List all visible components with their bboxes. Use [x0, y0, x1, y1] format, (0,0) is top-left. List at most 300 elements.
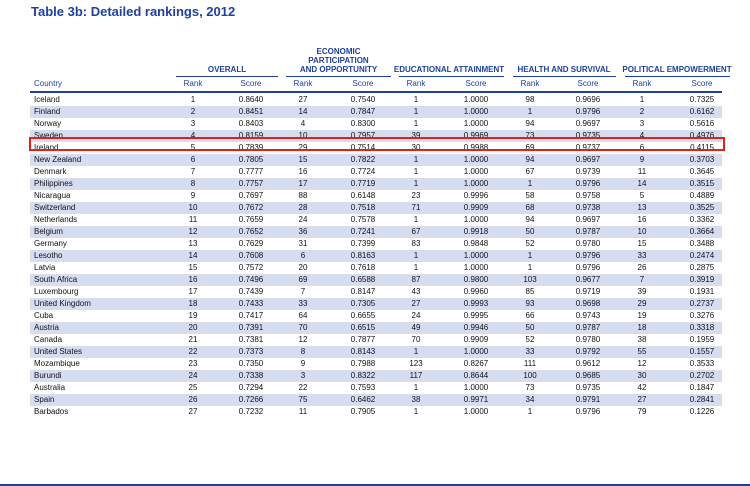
- cell-political-rank: 10: [637, 227, 647, 236]
- group-overall-rule: [176, 76, 278, 77]
- cell-political-score: 0.2841: [689, 395, 715, 404]
- header-overall-rank: Rank: [183, 79, 203, 88]
- cell-economic-score: 0.7305: [350, 299, 376, 308]
- cell-country: Latvia: [34, 263, 56, 272]
- cell-education-rank: 71: [411, 203, 421, 212]
- cell-overall-rank: 23: [188, 359, 198, 368]
- cell-health-rank: 111: [523, 359, 537, 368]
- table-title: Table 3b: Detailed rankings, 2012: [31, 4, 236, 19]
- cell-education-rank: 117: [409, 371, 423, 380]
- cell-education-rank: 43: [411, 287, 421, 296]
- cell-economic-score: 0.6462: [350, 395, 376, 404]
- cell-health-score: 0.9780: [575, 239, 601, 248]
- header-health-rank: Rank: [520, 79, 540, 88]
- cell-education-score: 0.9960: [463, 287, 489, 296]
- cell-political-score: 0.3515: [689, 179, 715, 188]
- cell-political-rank: 3: [639, 119, 645, 128]
- table-row: [30, 118, 722, 130]
- cell-political-score: 0.3276: [689, 311, 715, 320]
- cell-health-score: 0.9780: [575, 335, 601, 344]
- cell-education-score: 1.0000: [463, 215, 489, 224]
- table-row: [30, 238, 722, 250]
- cell-political-rank: 55: [637, 347, 647, 356]
- cell-economic-score: 0.6655: [350, 311, 376, 320]
- cell-economic-rank: 6: [300, 251, 306, 260]
- cell-overall-score: 0.8403: [238, 119, 264, 128]
- cell-political-rank: 18: [637, 323, 647, 332]
- cell-education-score: 0.9996: [463, 191, 489, 200]
- cell-economic-rank: 69: [298, 275, 308, 284]
- cell-health-score: 0.9696: [575, 95, 601, 104]
- cell-economic-rank: 64: [298, 311, 308, 320]
- cell-health-score: 0.9796: [575, 407, 601, 416]
- cell-overall-rank: 10: [188, 203, 198, 212]
- cell-health-score: 0.9791: [575, 395, 601, 404]
- cell-country: Philippines: [34, 179, 73, 188]
- cell-education-score: 1.0000: [463, 95, 489, 104]
- cell-political-score: 0.5616: [689, 119, 715, 128]
- cell-country: South Africa: [34, 275, 78, 284]
- cell-political-rank: 4: [639, 131, 645, 140]
- column-group-headers: [30, 47, 732, 74]
- cell-education-rank: 1: [413, 347, 419, 356]
- cell-country: Ireland: [34, 143, 59, 152]
- cell-economic-score: 0.7399: [350, 239, 376, 248]
- cell-education-score: 1.0000: [463, 263, 489, 272]
- cell-economic-score: 0.8143: [350, 347, 376, 356]
- cell-health-rank: 73: [525, 383, 535, 392]
- cell-education-rank: 1: [413, 179, 419, 188]
- cell-overall-rank: 27: [188, 407, 198, 416]
- cell-economic-score: 0.7618: [350, 263, 376, 272]
- cell-overall-score: 0.7629: [238, 239, 264, 248]
- cell-health-rank: 33: [525, 347, 535, 356]
- cell-political-score: 0.1959: [689, 335, 715, 344]
- cell-education-score: 0.9909: [463, 335, 489, 344]
- table-row: [30, 310, 722, 322]
- group-health-label: HEALTH AND SURVIVAL: [517, 65, 611, 74]
- cell-health-score: 0.9737: [575, 143, 601, 152]
- table-row: [30, 322, 722, 334]
- table-row: [30, 358, 722, 370]
- cell-economic-rank: 28: [298, 203, 308, 212]
- cell-country: United States: [34, 347, 83, 356]
- cell-political-score: 0.3703: [689, 155, 715, 164]
- cell-country: Barbados: [34, 407, 69, 416]
- cell-economic-score: 0.7957: [350, 131, 376, 140]
- cell-country: United Kingdom: [34, 299, 91, 308]
- cell-education-rank: 83: [411, 239, 421, 248]
- table-row: [30, 274, 722, 286]
- cell-overall-score: 0.7381: [238, 335, 264, 344]
- cell-education-rank: 27: [411, 299, 421, 308]
- column-headers: [30, 78, 722, 90]
- cell-education-rank: 49: [411, 323, 421, 332]
- cell-political-score: 0.2875: [689, 263, 715, 272]
- cell-political-score: 0.2474: [689, 251, 715, 260]
- cell-education-score: 1.0000: [463, 107, 489, 116]
- group-overall-label: OVERALL: [207, 65, 247, 74]
- cell-overall-score: 0.7839: [238, 143, 264, 152]
- cell-economic-rank: 4: [300, 119, 306, 128]
- cell-health-rank: 94: [525, 215, 535, 224]
- cell-health-rank: 66: [525, 311, 535, 320]
- cell-health-score: 0.9739: [575, 167, 601, 176]
- cell-overall-rank: 20: [188, 323, 198, 332]
- cell-overall-rank: 12: [188, 227, 198, 236]
- cell-country: Mozambique: [34, 359, 80, 368]
- cell-overall-rank: 21: [188, 335, 198, 344]
- cell-overall-rank: 22: [188, 347, 198, 356]
- cell-health-rank: 1: [527, 107, 533, 116]
- cell-political-rank: 7: [639, 275, 645, 284]
- cell-economic-rank: 17: [298, 179, 308, 188]
- cell-health-rank: 52: [525, 335, 535, 344]
- cell-education-score: 0.9995: [463, 311, 489, 320]
- cell-political-rank: 26: [637, 263, 647, 272]
- cell-economic-rank: 16: [298, 167, 308, 176]
- table-row: [30, 346, 722, 358]
- cell-health-score: 0.9719: [575, 287, 601, 296]
- cell-economic-score: 0.8322: [350, 371, 376, 380]
- cell-economic-rank: 15: [298, 155, 308, 164]
- cell-country: Germany: [34, 239, 67, 248]
- cell-overall-score: 0.7652: [238, 227, 264, 236]
- cell-political-score: 0.4889: [689, 191, 715, 200]
- table-row: [30, 334, 722, 346]
- cell-overall-score: 0.7294: [238, 383, 264, 392]
- cell-health-rank: 50: [525, 227, 535, 236]
- cell-economic-rank: 7: [300, 287, 306, 296]
- cell-health-score: 0.9677: [575, 275, 601, 284]
- header-political-rank: Rank: [632, 79, 652, 88]
- cell-political-rank: 33: [637, 251, 647, 260]
- cell-health-score: 0.9796: [575, 179, 601, 188]
- cell-economic-score: 0.8163: [350, 251, 376, 260]
- table-row: [30, 394, 722, 406]
- cell-economic-score: 0.8300: [350, 119, 376, 128]
- cell-education-score: 1.0000: [463, 251, 489, 260]
- cell-political-score: 0.3362: [689, 215, 715, 224]
- group-economic-line2: AND OPPORTUNITY: [299, 65, 378, 74]
- table-row: [30, 382, 722, 394]
- cell-health-rank: 98: [525, 95, 535, 104]
- cell-education-score: 1.0000: [463, 347, 489, 356]
- cell-overall-rank: 26: [188, 395, 198, 404]
- cell-overall-score: 0.7433: [238, 299, 264, 308]
- group-political: [618, 65, 736, 74]
- cell-health-score: 0.9735: [575, 131, 601, 140]
- cell-health-rank: 103: [523, 275, 537, 284]
- cell-education-score: 0.9848: [463, 239, 489, 248]
- cell-overall-score: 0.7232: [238, 407, 264, 416]
- cell-economic-rank: 88: [298, 191, 308, 200]
- cell-education-rank: 1: [413, 155, 419, 164]
- table-row: [30, 154, 722, 166]
- cell-political-score: 0.1847: [689, 383, 715, 392]
- cell-education-score: 1.0000: [463, 155, 489, 164]
- table-row: [30, 178, 722, 190]
- cell-political-rank: 38: [637, 335, 647, 344]
- cell-education-rank: 1: [413, 383, 419, 392]
- cell-political-score: 0.3919: [689, 275, 715, 284]
- cell-education-rank: 1: [413, 215, 419, 224]
- cell-economic-rank: 29: [298, 143, 308, 152]
- cell-overall-score: 0.7391: [238, 323, 264, 332]
- group-education: [392, 65, 506, 74]
- table-row: [30, 406, 722, 418]
- table-row: [30, 370, 722, 382]
- cell-political-rank: 79: [637, 407, 647, 416]
- header-health-score: Score: [577, 79, 599, 88]
- cell-economic-score: 0.8147: [350, 287, 376, 296]
- cell-education-rank: 23: [411, 191, 421, 200]
- cell-education-rank: 24: [411, 311, 421, 320]
- cell-health-rank: 67: [525, 167, 535, 176]
- cell-political-rank: 1: [639, 95, 645, 104]
- cell-education-rank: 1: [413, 95, 419, 104]
- cell-economic-score: 0.6588: [350, 275, 376, 284]
- group-economic-rule: [286, 76, 391, 77]
- cell-overall-score: 0.8451: [238, 107, 264, 116]
- cell-political-score: 0.3318: [689, 323, 715, 332]
- cell-political-score: 0.3525: [689, 203, 715, 212]
- cell-political-rank: 11: [637, 167, 647, 176]
- cell-political-rank: 12: [637, 359, 647, 368]
- cell-health-rank: 93: [525, 299, 535, 308]
- cell-education-score: 1.0000: [463, 167, 489, 176]
- cell-overall-rank: 15: [188, 263, 198, 272]
- cell-education-score: 0.9969: [463, 131, 489, 140]
- cell-country: Belgium: [34, 227, 63, 236]
- cell-political-rank: 27: [637, 395, 647, 404]
- cell-political-rank: 5: [639, 191, 645, 200]
- cell-health-score: 0.9796: [575, 251, 601, 260]
- cell-country: Denmark: [34, 167, 67, 176]
- header-overall-score: Score: [240, 79, 262, 88]
- group-health-rule: [513, 76, 616, 77]
- cell-health-score: 0.9698: [575, 299, 601, 308]
- cell-political-rank: 2: [639, 107, 645, 116]
- cell-overall-rank: 9: [190, 191, 196, 200]
- cell-overall-rank: 1: [190, 95, 196, 104]
- cell-political-score: 0.4976: [689, 131, 715, 140]
- cell-health-score: 0.9697: [575, 155, 601, 164]
- cell-health-rank: 100: [523, 371, 537, 380]
- cell-health-score: 0.9787: [575, 323, 601, 332]
- cell-overall-score: 0.7805: [238, 155, 264, 164]
- cell-economic-rank: 10: [298, 131, 308, 140]
- cell-education-rank: 70: [411, 335, 421, 344]
- cell-overall-rank: 6: [190, 155, 196, 164]
- cell-economic-rank: 22: [298, 383, 308, 392]
- cell-political-rank: 14: [637, 179, 647, 188]
- cell-country: Netherlands: [34, 215, 78, 224]
- cell-political-score: 0.2737: [689, 299, 715, 308]
- cell-health-score: 0.9685: [575, 371, 601, 380]
- cell-economic-score: 0.7724: [350, 167, 376, 176]
- sweden-highlight-box: [29, 137, 725, 151]
- cell-political-rank: 9: [639, 155, 645, 164]
- cell-education-rank: 39: [411, 131, 421, 140]
- table-row: [30, 286, 722, 298]
- cell-economic-rank: 9: [300, 359, 306, 368]
- cell-political-score: 0.4115: [690, 143, 714, 152]
- cell-political-rank: 29: [637, 299, 647, 308]
- cell-overall-rank: 5: [190, 143, 196, 152]
- header-rule: [30, 91, 722, 93]
- cell-economic-score: 0.7822: [350, 155, 376, 164]
- cell-education-rank: 67: [411, 227, 421, 236]
- cell-country: Lesotho: [34, 251, 63, 260]
- cell-economic-rank: 20: [298, 263, 308, 272]
- cell-health-score: 0.9735: [575, 383, 601, 392]
- cell-education-score: 0.8644: [463, 371, 489, 380]
- cell-education-score: 1.0000: [463, 179, 489, 188]
- cell-education-rank: 123: [409, 359, 423, 368]
- cell-health-score: 0.9796: [575, 263, 601, 272]
- group-overall: [176, 65, 278, 74]
- cell-education-score: 0.8267: [463, 359, 489, 368]
- cell-political-rank: 13: [637, 203, 647, 212]
- cell-overall-score: 0.7777: [238, 167, 264, 176]
- cell-political-rank: 30: [637, 371, 647, 380]
- cell-education-score: 0.9909: [463, 203, 489, 212]
- cell-economic-rank: 70: [298, 323, 308, 332]
- group-political-label: POLITICAL EMPOWERMENT: [622, 65, 732, 74]
- cell-overall-rank: 19: [188, 311, 198, 320]
- cell-overall-rank: 7: [190, 167, 196, 176]
- cell-overall-rank: 8: [190, 179, 196, 188]
- cell-overall-score: 0.8640: [238, 95, 264, 104]
- group-economic-line1: ECONOMIC PARTICIPATION: [308, 47, 369, 65]
- cell-health-rank: 69: [525, 143, 535, 152]
- header-economic-rank: Rank: [293, 79, 313, 88]
- cell-overall-score: 0.7417: [238, 311, 264, 320]
- cell-economic-score: 0.7514: [350, 143, 376, 152]
- cell-education-score: 0.9971: [463, 395, 489, 404]
- cell-economic-score: 0.7518: [350, 203, 376, 212]
- cell-political-rank: 42: [637, 383, 647, 392]
- cell-overall-rank: 24: [188, 371, 198, 380]
- header-education-score: Score: [465, 79, 487, 88]
- group-economic: [286, 47, 391, 74]
- table-row: [30, 298, 722, 310]
- cell-health-rank: 68: [525, 203, 535, 212]
- cell-overall-score: 0.7659: [238, 215, 264, 224]
- cell-country: Nicaragua: [34, 191, 71, 200]
- cell-economic-rank: 33: [298, 299, 308, 308]
- cell-country: Switzerland: [34, 203, 76, 212]
- cell-economic-rank: 36: [298, 227, 308, 236]
- table-row: [30, 226, 722, 238]
- cell-country: Canada: [34, 335, 63, 344]
- cell-overall-score: 0.7373: [238, 347, 264, 356]
- cell-country: Finland: [34, 107, 61, 116]
- cell-health-rank: 73: [525, 131, 535, 140]
- cell-health-rank: 1: [527, 263, 533, 272]
- cell-education-rank: 1: [413, 251, 419, 260]
- cell-political-score: 0.3488: [689, 239, 715, 248]
- cell-health-rank: 1: [527, 407, 533, 416]
- cell-health-rank: 52: [525, 239, 535, 248]
- cell-country: Spain: [34, 395, 55, 404]
- cell-health-score: 0.9758: [575, 191, 601, 200]
- cell-overall-rank: 16: [188, 275, 198, 284]
- cell-education-score: 1.0000: [463, 383, 489, 392]
- cell-country: Australia: [34, 383, 66, 392]
- cell-education-rank: 1: [413, 119, 419, 128]
- cell-overall-score: 0.7350: [238, 359, 264, 368]
- cell-economic-rank: 3: [300, 371, 306, 380]
- cell-overall-rank: 11: [188, 215, 198, 224]
- table-row: [30, 190, 722, 202]
- cell-overall-score: 0.7572: [238, 263, 264, 272]
- cell-overall-rank: 13: [188, 239, 198, 248]
- cell-overall-score: 0.7439: [238, 287, 264, 296]
- cell-country: Burundi: [34, 371, 62, 380]
- cell-health-score: 0.9612: [575, 359, 601, 368]
- cell-education-rank: 30: [411, 143, 421, 152]
- cell-economic-score: 0.7540: [350, 95, 376, 104]
- cell-health-rank: 85: [525, 287, 535, 296]
- header-country: Country: [34, 79, 63, 88]
- cell-health-score: 0.9796: [575, 107, 601, 116]
- group-political-rule: [625, 76, 730, 77]
- cell-overall-score: 0.7266: [238, 395, 264, 404]
- cell-economic-score: 0.7988: [350, 359, 376, 368]
- cell-health-score: 0.9787: [575, 227, 601, 236]
- cell-economic-score: 0.7847: [350, 107, 376, 116]
- cell-political-score: 0.6162: [689, 107, 715, 116]
- cell-economic-rank: 31: [298, 239, 308, 248]
- table-row: [30, 202, 722, 214]
- cell-health-rank: 58: [525, 191, 535, 200]
- cell-overall-score: 0.7608: [238, 251, 264, 260]
- header-political-score: Score: [691, 79, 713, 88]
- cell-political-rank: 39: [637, 287, 647, 296]
- cell-political-score: 0.3645: [689, 167, 715, 176]
- cell-economic-rank: 12: [298, 335, 308, 344]
- group-education-rule: [399, 76, 504, 77]
- cell-health-score: 0.9697: [575, 215, 601, 224]
- cell-economic-rank: 14: [298, 107, 308, 116]
- group-education-label: EDUCATIONAL ATTAINMENT: [393, 65, 505, 74]
- cell-country: Norway: [34, 119, 62, 128]
- table-row: [30, 250, 722, 262]
- cell-economic-score: 0.7877: [350, 335, 376, 344]
- cell-health-rank: 34: [525, 395, 535, 404]
- cell-education-rank: 38: [411, 395, 421, 404]
- cell-political-score: 0.1931: [689, 287, 715, 296]
- cell-political-score: 0.1226: [689, 407, 715, 416]
- cell-economic-score: 0.7578: [350, 215, 376, 224]
- cell-country: Sweden: [34, 131, 63, 140]
- cell-economic-rank: 24: [298, 215, 308, 224]
- table-row: [30, 166, 722, 178]
- cell-education-score: 1.0000: [463, 119, 489, 128]
- group-health: [508, 65, 620, 74]
- cell-country: Iceland: [34, 95, 60, 104]
- cell-economic-score: 0.7241: [350, 227, 376, 236]
- cell-education-score: 0.9800: [463, 275, 489, 284]
- cell-economic-score: 0.6515: [350, 323, 376, 332]
- cell-overall-rank: 17: [188, 287, 198, 296]
- cell-education-rank: 1: [413, 107, 419, 116]
- cell-overall-rank: 4: [190, 131, 196, 140]
- cell-overall-rank: 3: [190, 119, 196, 128]
- cell-education-rank: 1: [413, 263, 419, 272]
